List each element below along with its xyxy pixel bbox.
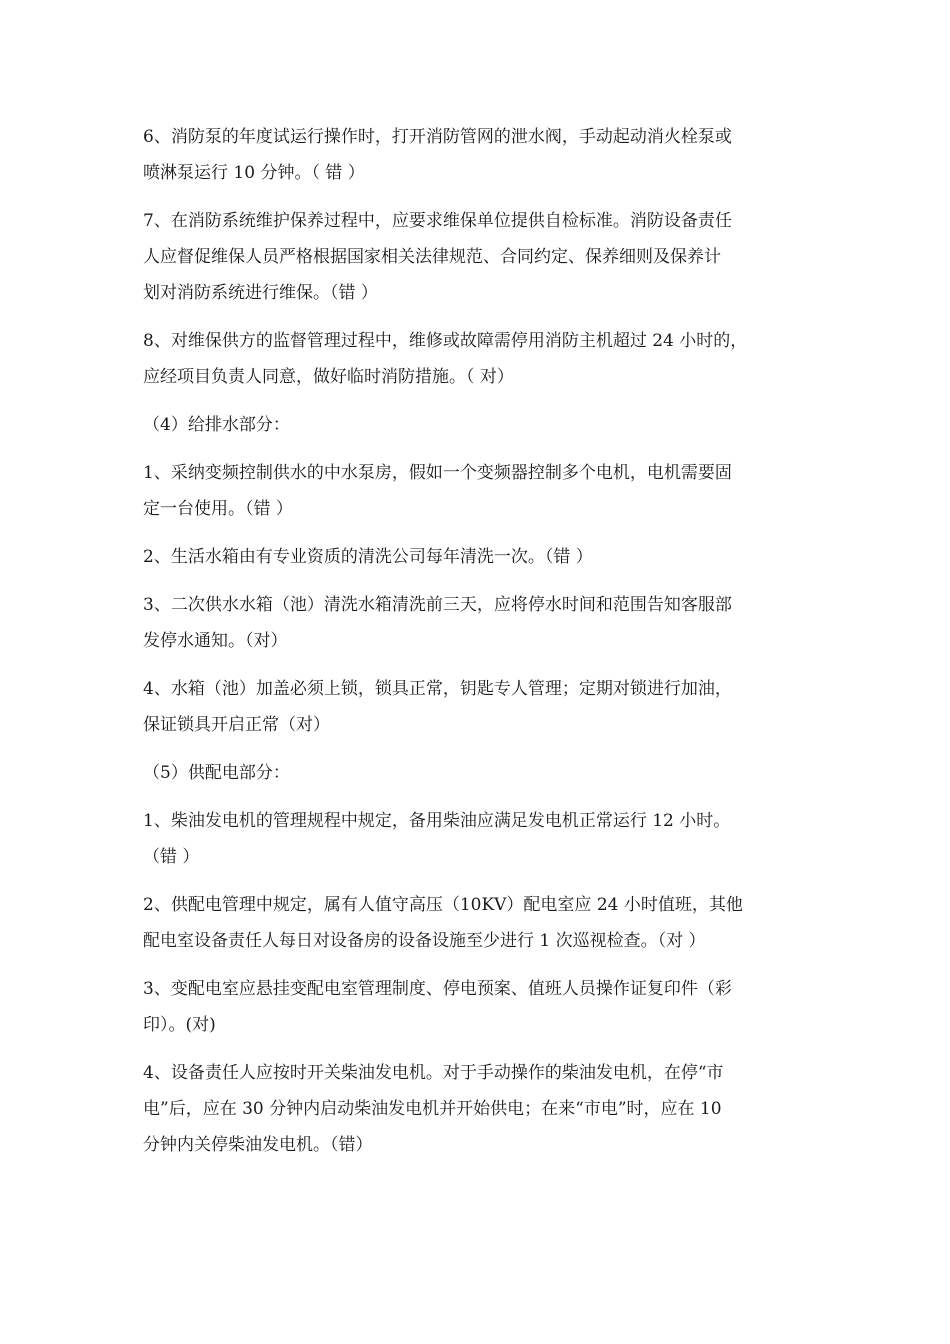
question-line: 3、变配电室应悬挂变配电室管理制度、停电预案、值班人员操作证复印件（彩: [143, 979, 732, 999]
question-item: [143, 971, 813, 1043]
question-line: 4、设备责任人应按时开关柴油发电机。对于手动操作的柴油发电机，在停“市: [143, 1063, 724, 1083]
question-line: 人应督促维保人员严格根据国家相关法律规范、合同约定、保养细则及保养计: [143, 247, 721, 267]
question-line: 1、柴油发电机的管理规程中规定，备用柴油应满足发电机正常运行 12 小时。: [143, 811, 731, 831]
question-item: [143, 455, 813, 527]
question-line: 划对消防系统进行维保。（错 ）: [143, 283, 378, 303]
question-line: 定一台使用。（错 ）: [143, 499, 293, 519]
question-line: 印）。(对): [143, 1015, 216, 1035]
question-line: 2、生活水箱由有专业资质的清洗公司每年清洗一次。（错 ）: [143, 547, 593, 567]
question-line: 8、对维保供方的监督管理过程中，维修或故障需停用消防主机超过 24 小时的，: [143, 331, 748, 351]
question-item: [143, 119, 813, 191]
question-line: 6、消防泵的年度试运行操作时，打开消防管网的泄水阀，手动起动消火栓泵或: [143, 127, 732, 147]
question-line: （错 ）: [143, 847, 200, 867]
question-line: 电”后，应在 30 分钟内启动柴油发电机并开始供电；在来“市电”时，应在 10: [143, 1099, 722, 1119]
question-line: 配电室设备责任人每日对设备房的设备设施至少进行 1 次巡视检查。（对 ）: [143, 931, 706, 951]
question-item: [143, 539, 813, 575]
question-line: 喷淋泵运行 10 分钟。（ 错 ）: [143, 163, 365, 183]
document-body: [143, 119, 813, 1175]
question-item: [143, 587, 813, 659]
question-line: 应经项目负责人同意，做好临时消防措施。（ 对）: [143, 367, 514, 387]
question-item: [143, 671, 813, 743]
question-line: 分钟内关停柴油发电机。（错）: [143, 1135, 373, 1155]
question-line: 发停水通知。（对）: [143, 631, 288, 651]
question-line: 1、采纳变频控制供水的中水泵房，假如一个变频器控制多个电机，电机需要固: [143, 463, 732, 483]
question-line: 3、二次供水水箱（池）清洗水箱清洗前三天，应将停水时间和范围告知客服部: [143, 595, 732, 615]
section-heading: （5）供配电部分：: [143, 763, 290, 783]
question-item: [143, 1055, 813, 1163]
question-line: 保证锁具开启正常（对）: [143, 715, 330, 735]
question-line: 4、水箱（池）加盖必须上锁，锁具正常，钥匙专人管理；定期对锁进行加油，: [143, 679, 732, 699]
question-item: [143, 323, 813, 395]
question-item: [143, 203, 813, 311]
section-heading: （4）给排水部分：: [143, 415, 290, 435]
question-line: 7、在消防系统维护保养过程中，应要求维保单位提供自检标准。消防设备责任: [143, 211, 732, 231]
question-item: [143, 803, 813, 875]
question-line: 2、供配电管理中规定，属有人值守高压（10KV）配电室应 24 小时值班，其他: [143, 895, 743, 915]
question-item: [143, 887, 813, 959]
